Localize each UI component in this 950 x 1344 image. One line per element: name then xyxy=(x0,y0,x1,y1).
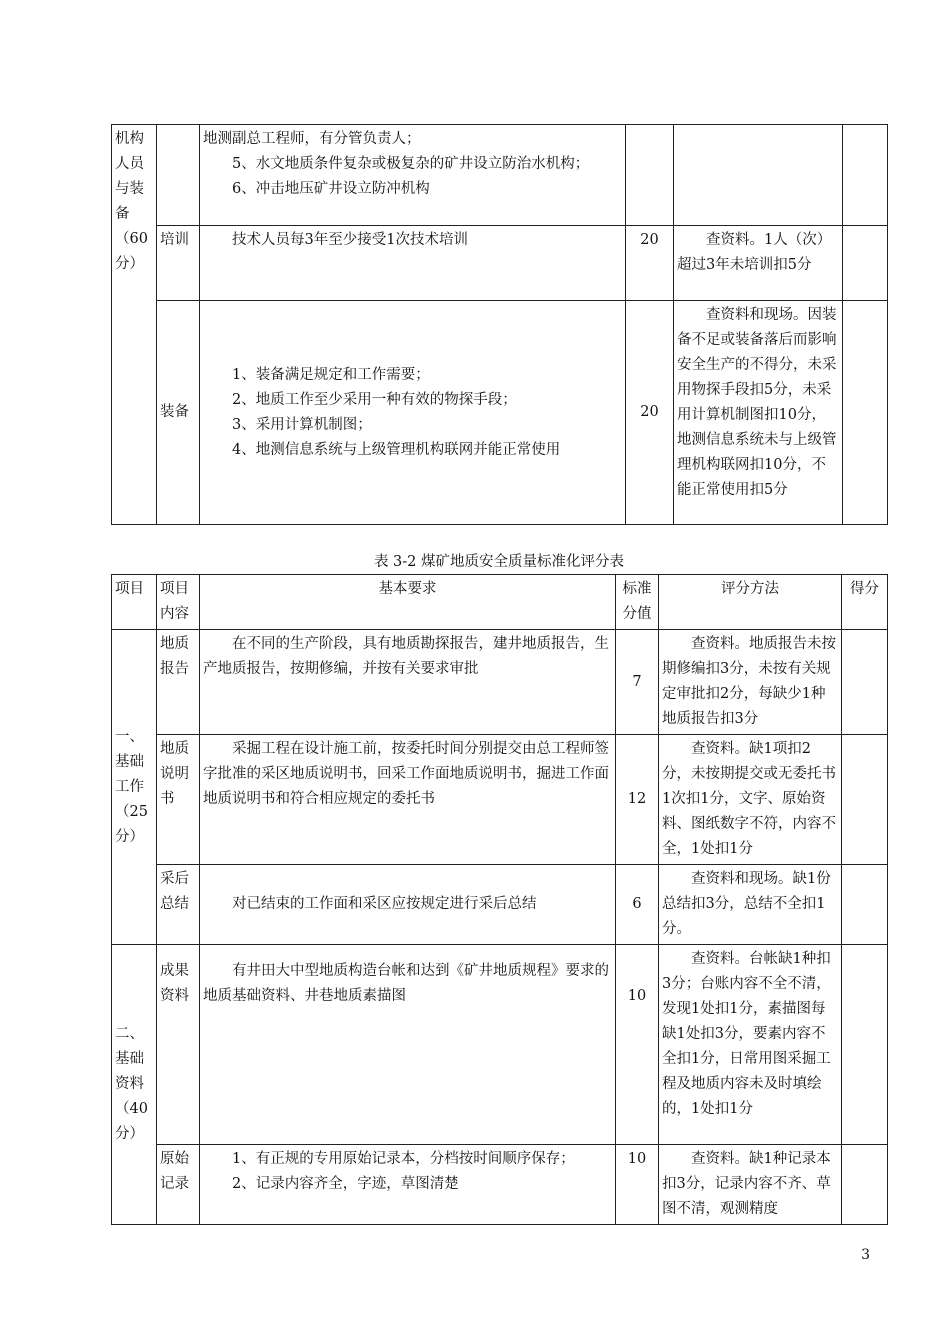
item-cell xyxy=(157,735,200,865)
method-text: 查资料。台帐缺1种扣3分；台账内容不全不清，发现1处扣1分，素描图每缺1处扣3分，要素内容不全扣1分，日常用图采掘工程及地质内容未及时填绘的，1处扣1分 xyxy=(662,951,831,1117)
table-continuation xyxy=(111,124,888,525)
table-row xyxy=(112,125,888,226)
table-row xyxy=(112,226,888,301)
method-cell xyxy=(659,630,842,735)
page-number: 3 xyxy=(861,1247,870,1263)
item-cell xyxy=(157,630,200,735)
item-cell xyxy=(157,226,200,301)
method-text: 查资料和现场。因装备不足或装备落后而影响安全生产的不得分，未采用物探手段扣5分，未采用计算机制图扣10分，地测信息系统未与上级管理机构联网扣10分，不能正常使用扣5分 xyxy=(677,307,837,498)
table-row xyxy=(112,945,888,1145)
requirement-cell xyxy=(200,865,616,945)
item-cell xyxy=(157,865,200,945)
score-cell xyxy=(626,226,674,301)
result-cell xyxy=(842,735,888,865)
item-label: 地质说明书 xyxy=(160,741,189,807)
score-value: 7 xyxy=(632,673,642,690)
method-cell xyxy=(674,226,843,301)
section-cell xyxy=(112,630,157,945)
score-value: 12 xyxy=(627,791,647,807)
requirement-line: 3、采用计算机制图； xyxy=(232,416,372,433)
item-label: 原始记录 xyxy=(160,1151,189,1192)
method-text: 查资料。地质报告未按期修编扣3分，未按有关规定审批扣2分，每缺少1种地质报告扣3分 xyxy=(662,636,836,727)
requirement-cell xyxy=(200,1145,616,1225)
requirement-line: 6、冲击地压矿井设立防冲机构 xyxy=(232,181,430,197)
requirement-cell xyxy=(200,301,626,525)
method-text: 查资料。缺1种记录本扣3分，记录内容不齐、草图不清，观测精度 xyxy=(662,1151,831,1217)
result-cell xyxy=(843,301,888,525)
section-cell xyxy=(112,945,157,1225)
item-cell xyxy=(157,125,200,226)
result-cell xyxy=(842,630,888,735)
method-text: 查资料。缺1项扣2分，未按期提交或无委托书1次扣1分，文字、原始资料、图纸数字不符，内容不全，1处扣1分 xyxy=(662,741,836,857)
requirement-line: 1、有正规的专用原始记录本，分档按时间顺序保存； xyxy=(232,1151,575,1167)
requirement-cell xyxy=(200,226,626,301)
item-label: 成果资料 xyxy=(160,963,189,1004)
table-row xyxy=(112,735,888,865)
method-cell xyxy=(659,1145,842,1225)
score-value: 6 xyxy=(632,896,642,912)
requirement-line: 技术人员每3年至少接受1次技术培训 xyxy=(232,232,468,248)
score-cell xyxy=(616,945,659,1145)
score-cell xyxy=(616,1145,659,1225)
score-value: 10 xyxy=(627,1151,647,1167)
requirement-line: 采掘工程在设计施工前，按委托时间分别提交由总工程师签字批准的采区地质说明书，回采工作面地质说明书，掘进工作面地质说明书和符合相应规定的委托书 xyxy=(203,741,609,807)
requirement-cell xyxy=(200,735,616,865)
header-requirement: 基本要求 xyxy=(200,575,616,630)
result-cell xyxy=(843,226,888,301)
section-label: 二、基础资料（40分） xyxy=(115,1026,148,1142)
score-value: 20 xyxy=(640,232,659,248)
requirement-cell xyxy=(200,945,616,1145)
method-cell xyxy=(659,735,842,865)
table-row xyxy=(112,865,888,945)
score-cell xyxy=(616,865,659,945)
score-value: 10 xyxy=(627,988,647,1004)
score-cell xyxy=(616,735,659,865)
method-cell xyxy=(659,945,842,1145)
item-label: 培训 xyxy=(160,232,189,248)
category-label: 机构人员与装备（60分） xyxy=(115,131,148,272)
requirement-line: 有井田大中型地质构造台帐和达到《矿井地质规程》要求的地质基础资料、井巷地质素描图 xyxy=(203,963,609,1004)
score-cell xyxy=(626,301,674,525)
table-caption: 表 3-2 煤矿地质安全质量标准化评分表 xyxy=(373,554,625,570)
requirement-line: 对已结束的工作面和采区应按规定进行采后总结 xyxy=(232,896,537,912)
method-cell xyxy=(674,125,843,226)
requirement-line: 2、地质工作至少采用一种有效的物探手段； xyxy=(232,391,517,408)
header-project: 项目 xyxy=(112,575,157,630)
result-cell xyxy=(842,945,888,1145)
table-row xyxy=(112,630,888,735)
item-cell xyxy=(157,945,200,1145)
requirement-cell xyxy=(200,125,626,226)
method-text: 查资料。1人（次）超过3年未培训扣5分 xyxy=(677,232,832,273)
item-cell xyxy=(157,1145,200,1225)
header-standard: 标准分值 xyxy=(616,575,659,630)
result-cell xyxy=(842,1145,888,1225)
requirement-line: 4、地测信息系统与上级管理机构联网并能正常使用 xyxy=(232,441,561,458)
score-cell xyxy=(616,630,659,735)
result-cell xyxy=(842,865,888,945)
requirement-line: 1、装备满足规定和工作需要； xyxy=(232,366,430,383)
requirement-line: 2、记录内容齐全，字迹，草图清楚 xyxy=(232,1176,459,1192)
result-cell xyxy=(843,125,888,226)
score-value: 20 xyxy=(640,404,659,420)
header-score: 得分 xyxy=(842,575,888,630)
item-label: 装备 xyxy=(160,404,189,420)
method-cell xyxy=(659,865,842,945)
category-cell xyxy=(112,125,157,525)
section-label: 一、基础工作（25分） xyxy=(115,728,148,845)
item-label: 地质报告 xyxy=(160,636,189,677)
requirement-cell xyxy=(200,630,616,735)
item-label: 采后总结 xyxy=(160,871,189,912)
table-row xyxy=(112,301,888,525)
header-content: 项目内容 xyxy=(157,575,200,630)
requirement-line: 5、水文地质条件复杂或极复杂的矿井设立防治水机构； xyxy=(232,156,590,172)
table-row xyxy=(112,1145,888,1225)
item-cell xyxy=(157,301,200,525)
requirement-line: 在不同的生产阶段，具有地质勘探报告，建井地质报告，生产地质报告，按期修编，并按有关要求审批 xyxy=(203,636,609,677)
table-header-row xyxy=(112,575,888,630)
score-cell xyxy=(626,125,674,226)
header-method: 评分方法 xyxy=(659,575,842,630)
requirement-line: 地测副总工程师，有分管负责人； xyxy=(203,131,421,147)
method-cell xyxy=(674,301,843,525)
method-text: 查资料和现场。缺1份总结扣3分，总结不全扣1分。 xyxy=(662,871,831,937)
scoring-table xyxy=(111,574,888,1225)
